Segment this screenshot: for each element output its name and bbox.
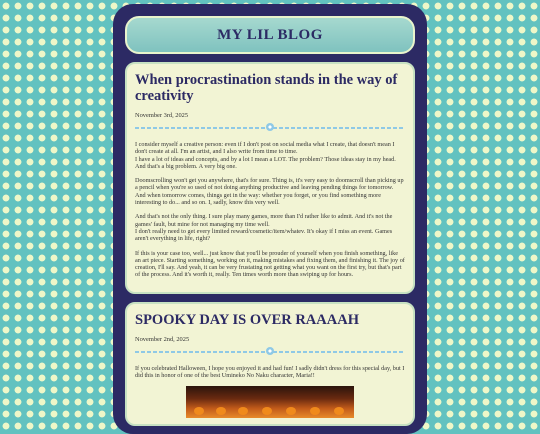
post-paragraph: Doomscrolling won't get you anywhere, that's for sure. Thing is, it's very easy to doomscroll than picking up a pencil when you're so used of not doing anything productive and leaving pending things for tomorrow. And when tomorrow comes, things get in the way: whether you forget, or you find something more interesting to do... and so on. I, sadly, know this very well. <box>135 177 404 207</box>
blog-post <box>125 62 415 294</box>
post-paragraph: I consider myself a creative person: even if I don't post on social media what I create, that doesn't mean I don't create at all. I'm an artist, and I also write from time to time. I have a lot of ideas and concepts, and by a lot I mean a LOT. The problem? Those ideas stay in my head. And that's a big problem. A very big one. <box>135 141 396 170</box>
post-paragraph: And that's not the only thing. I sure play many games, more than I'd rather like to admit. And it's not the games' fault, but mine for not managing my time well. I don't really need to get every limited reward/cosmetic/item/whatev. It's okay if I miss an event. Games aren't everything in life, right? <box>135 213 393 243</box>
blog-title: MY LIL BLOG <box>217 26 323 43</box>
flower-divider <box>135 125 405 131</box>
blog-post <box>125 302 415 427</box>
flower-icon <box>266 347 274 355</box>
post-date: November 3rd, 2025 <box>135 112 189 119</box>
post-paragraph: If you celebrated Halloween, I hope you enjoyed it and had fun! I sadly didn't dress for this special day, but I did this in honor of one of the best Umineko No Naku character, Maria!! <box>135 364 405 380</box>
post-title: SPOOKY DAY IS OVER RAAAAH <box>135 311 359 328</box>
post-title: When procrastination stands in the way of creativity <box>135 72 398 104</box>
flower-divider <box>135 349 405 355</box>
post-paragraph: If this is your case too, well... just know that you'll be prouder of yourself when you finish something, like an art piece. Starting something, working on it, making mistakes and fixing them, and finishing it. The joy of creation, I'll say. And yeah, it can be very frustating not getting what you want on the first try, but that's part of the process. And it's worth it, really. Ten times worth more than swiping up for hours. <box>135 249 405 279</box>
blog-header <box>125 16 415 54</box>
post-date: November 2nd, 2025 <box>135 335 190 343</box>
flower-icon <box>266 123 274 131</box>
blog-frame <box>113 4 427 434</box>
halloween-image <box>186 386 354 418</box>
